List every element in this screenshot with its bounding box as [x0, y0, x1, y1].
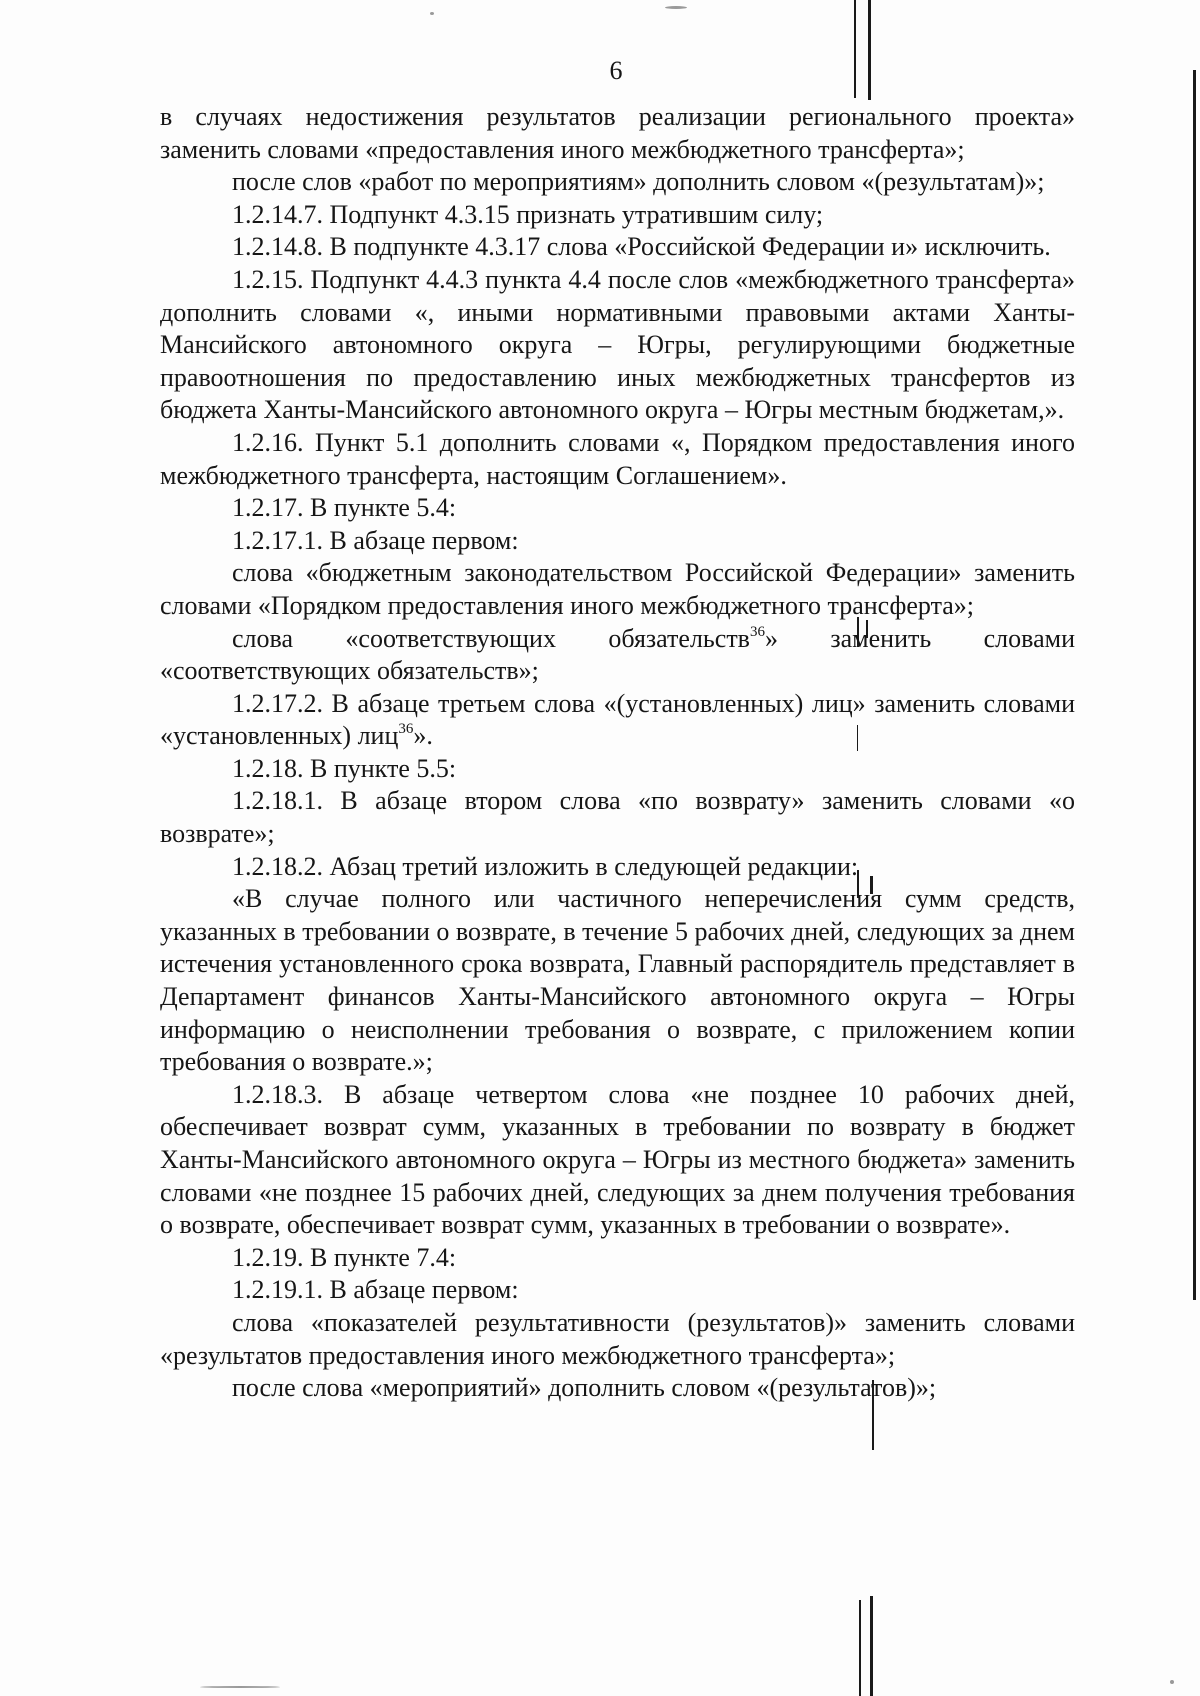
paragraph: после слова «мероприятий» дополнить словом «(результатов)»;: [232, 1373, 937, 1403]
paragraph: 1.2.14.7. Подпункт 4.3.15 признать утратившим силу;: [232, 199, 824, 229]
paragraph-with-footnote: [160, 623, 1082, 688]
document-body: [160, 101, 1082, 1405]
paragraph: 1.2.15. Подпункт 4.4.3 пункта 4.4 после слов «межбюджетного трансферта» дополнить словами «, иными нормативными правовыми актами Ханты-Мансийского автономного округа – Югры, регулирующими бюджетные правоотношения по предоставлению иных межбюджетных трансфертов из бюджета Ханты-Мансийского автономного округа – Югры местным бюджетам,».: [160, 264, 1082, 425]
paragraph: 1.2.19.1. В абзаце первом:: [232, 1275, 519, 1305]
paragraph: 1.2.16. Пункт 5.1 дополнить словами «, Порядком предоставления иного межбюджетного трансферта, настоящим Соглашением».: [160, 427, 1082, 490]
footnote-ref: 36: [398, 721, 414, 738]
scan-mark-bottom-1: [859, 1600, 861, 1696]
paragraph: 1.2.17.1. В абзаце первом:: [232, 525, 519, 555]
paragraph: после слов «работ по мероприятиям» дополнить словом «(результатам)»;: [232, 167, 1045, 197]
scan-speck: [430, 12, 434, 15]
paragraph: «В случае полного или частичного неперечисления сумм средств, указанных в требовании о возврате, в течение 5 рабочих дней, следующих за днем истечения установленного срока возврата, Главный распорядитель представляет в Департамент финансов Ханты-Мансийского автономного округа – Югры информацию о неисполнении требования о возврате, с приложением копии требования о возврате.»;: [160, 884, 1082, 1077]
footnote-ref: 36: [749, 623, 765, 640]
paragraph: 1.2.18.1. В абзаце втором слова «по возврату» заменить словами «о возврате»;: [160, 786, 1082, 849]
paragraph: в случаях недостижения результатов реализации регионального проекта» заменить словами «предоставления иного межбюджетного трансферта»;: [160, 102, 1082, 164]
page-number: 6: [609, 56, 623, 85]
paragraph-text: » заменить словами «соответствующих обязательств»;: [160, 623, 1082, 686]
paragraph-text: ».: [413, 721, 433, 751]
scan-speck: [665, 6, 687, 9]
paragraph: 1.2.18. В пункте 5.5:: [232, 753, 457, 783]
scan-speck: [200, 1686, 280, 1688]
scan-speck: [1170, 1680, 1174, 1684]
paragraph-text: 1.2.17.2. В абзаце третьем слова «(установленных) лиц» заменить словами «установленных) лиц: [160, 688, 1082, 751]
scan-mark-bottom-2: [870, 1596, 873, 1696]
paragraph-text: слова «соответствующих обязательств: [232, 623, 750, 653]
paragraph: слова «бюджетным законодательством Российской Федерации» заменить словами «Порядком предоставления иного межбюджетного трансферта»;: [160, 558, 1082, 620]
paragraph: 1.2.19. В пункте 7.4:: [232, 1242, 457, 1272]
paragraph: 1.2.18.2. Абзац третий изложить в следующей редакции:: [232, 851, 859, 881]
paragraph: 1.2.17. В пункте 5.4:: [232, 493, 457, 523]
paragraph: слова «показателей результативности (результатов)» заменить словами «результатов предоставления иного межбюджетного трансферта»;: [160, 1307, 1082, 1370]
scan-mark-edge: [1193, 70, 1196, 1300]
paragraph: 1.2.18.3. В абзаце четвертом слова «не позднее 10 рабочих дней, обеспечивает возврат сумм, указанных в требовании по возврату в бюджет Ханты-Мансийского автономного округа – Югры из местного бюджета» заменить словами «не позднее 15 рабочих дней, следующих за днем получения требования о возврате, обеспечивает возврат сумм, указанных в требовании о возврате».: [160, 1079, 1082, 1240]
paragraph-with-footnote: [160, 688, 1082, 753]
paragraph: 1.2.14.8. В подпункте 4.3.17 слова «Российской Федерации и» исключить.: [232, 232, 1051, 262]
